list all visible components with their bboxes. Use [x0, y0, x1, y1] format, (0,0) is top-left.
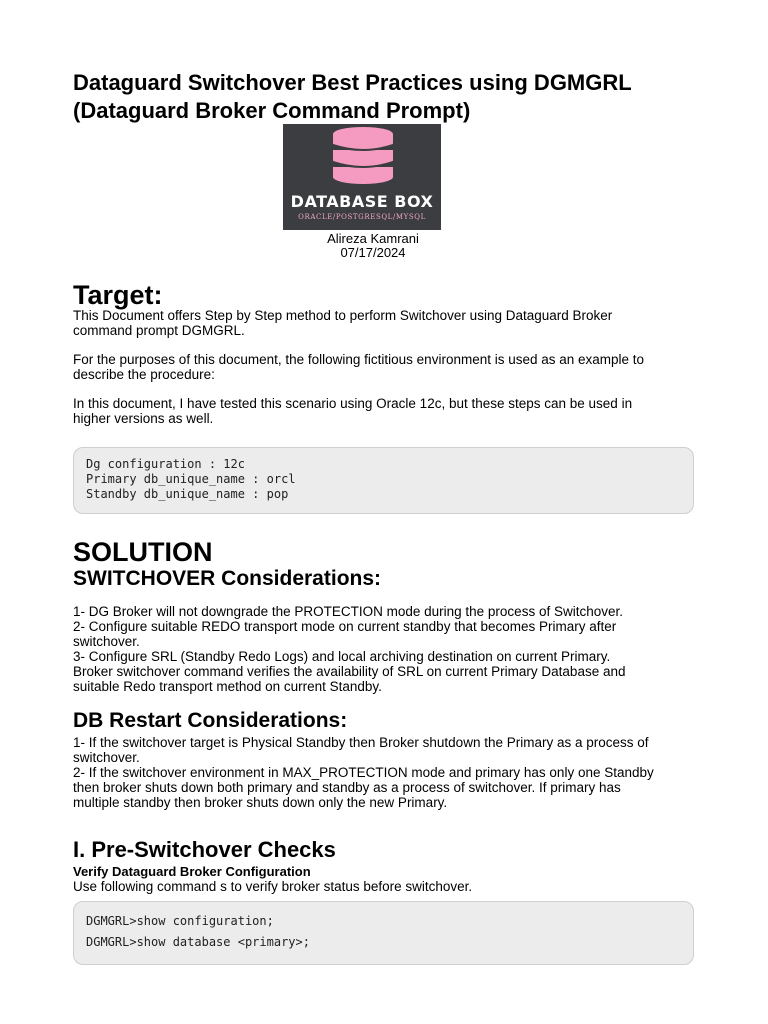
title-line-1: Dataguard Switchover Best Practices using DGMGRL: [73, 70, 632, 95]
list-line: 1- DG Broker will not downgrade the PROTECTION mode during the process of Switchover.: [73, 604, 623, 619]
list-line: 2- If the switchover environment in MAX_PROTECTION mode and primary has only one Standby: [73, 765, 654, 780]
title-line-2: (Dataguard Broker Command Prompt): [73, 98, 471, 123]
author-block: [253, 232, 493, 260]
list-line: 1- If the switchover target is Physical Standby then Broker shutdown the Primary as a process of: [73, 735, 649, 750]
pre-switchover-checks-heading: I. Pre-Switchover Checks: [73, 837, 336, 862]
broker-commands-code-block: [73, 901, 694, 965]
list-line: 2- Configure suitable REDO transport mode on current standby that becomes Primary after: [73, 619, 617, 634]
code-line: Standby db_unique_name : pop: [86, 487, 289, 501]
solution-heading: SOLUTION: [73, 537, 213, 567]
verify-broker-intro: Use following command s to verify broker status before switchover.: [73, 879, 473, 894]
switchover-considerations-list: [73, 604, 696, 694]
code-line: DGMGRL>show configuration;: [86, 914, 274, 928]
code-line: Primary db_unique_name : orcl: [86, 472, 296, 486]
document-title: [73, 69, 696, 125]
restart-considerations-list: [73, 735, 696, 810]
logo-subtitle: ORACLE/POSTGRESQL/MYSQL: [298, 213, 426, 221]
target-paragraph-1: This Document offers Step by Step method to perform Switchover using Dataguard Broker command prompt DGMGRL.: [73, 308, 613, 338]
target-paragraph-2: For the purposes of this document, the following fictitious environment is used as an example to describe the procedure:: [73, 352, 645, 382]
logo-wordmark: DATABASE BOX: [290, 192, 434, 211]
list-line: switchover.: [73, 634, 140, 649]
database-box-logo: [283, 124, 441, 230]
code-line: DGMGRL>show database <primary>;: [86, 935, 310, 949]
list-line: 3- Configure SRL (Standby Redo Logs) and local archiving destination on current Primary.: [73, 649, 611, 664]
document-date: 07/17/2024: [340, 245, 406, 260]
list-line: Broker switchover command verifies the availability of SRL on current Primary Database and: [73, 664, 626, 679]
target-paragraph-3: In this document, I have tested this scenario using Oracle 12c, but these steps can be used in higher versions as well.: [73, 396, 633, 426]
restart-considerations-heading: DB Restart Considerations:: [73, 709, 348, 732]
list-line: suitable Redo transport method on current Standby.: [73, 679, 382, 694]
author-name: Alireza Kamrani: [327, 231, 419, 246]
code-line: Dg configuration : 12c: [86, 457, 245, 471]
switchover-considerations-heading: SWITCHOVER Considerations:: [73, 567, 382, 590]
target-heading: Target:: [73, 280, 163, 310]
list-line: multiple standby then broker shuts down only the new Primary.: [73, 795, 448, 810]
environment-code-block: [73, 447, 694, 514]
list-line: switchover.: [73, 750, 140, 765]
verify-broker-subheading: Verify Dataguard Broker Configuration: [73, 864, 311, 879]
list-line: then broker shuts down both primary and standby as a process of switchover. If primary has: [73, 780, 621, 795]
